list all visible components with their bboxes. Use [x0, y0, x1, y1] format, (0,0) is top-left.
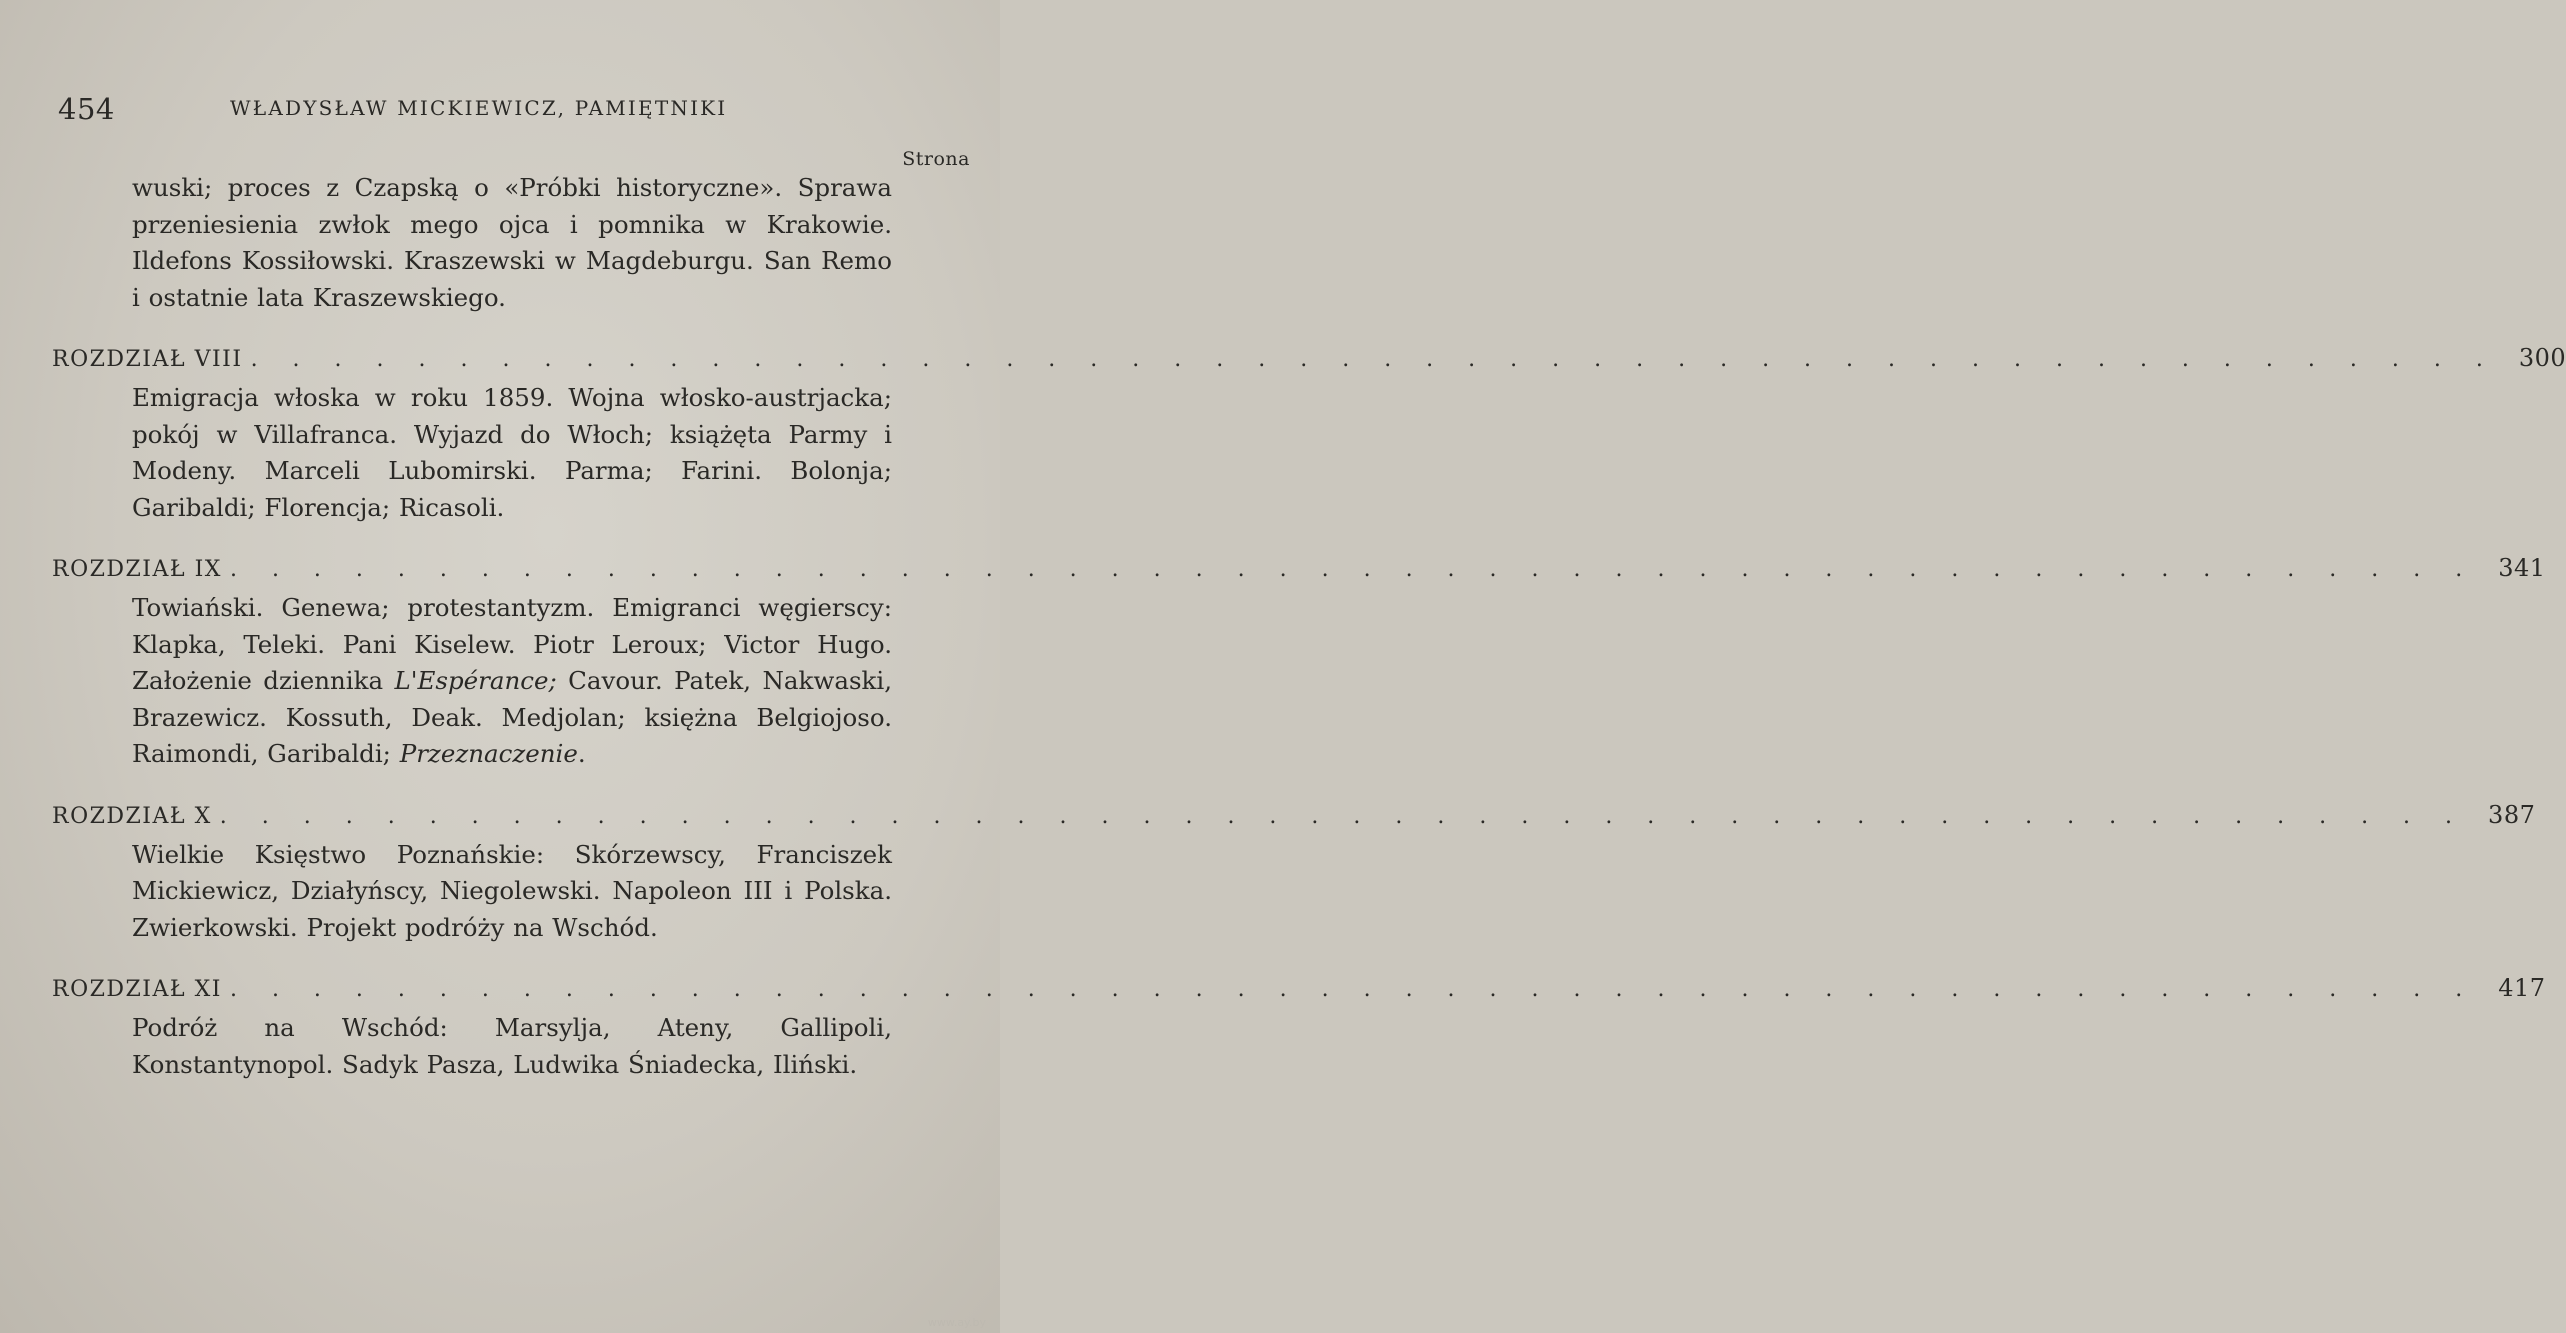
dot-leader: . . . . . . . . . . . . . . . . . . . . . . . . . . . . . . . . . . . . . . . . . . . . . . . . . . . . . . — [219, 803, 2467, 829]
description-text: Cavour. Patek, Nakwaski, Brazewicz. Kossuth, Deak. Medjolan; księżna Belgiojoso. Raimondi, Garibaldi; — [132, 666, 892, 768]
description-text: Towiański. Genewa; protestantyzm. Emigranci węgierscy: Klapka, Teleki. Pani Kiselew. Piotr Leroux; Victor Hugo. Założenie dziennika — [132, 593, 892, 695]
page-header — [58, 92, 958, 132]
chapter-heading — [52, 974, 2546, 1010]
italic-newspaper-title: L'Espérance; — [394, 666, 557, 695]
chapter-title: ROZDZIAŁ IX — [52, 557, 222, 582]
continued-chapter-description: wuski; proces z Czapską o «Próbki historyczne». Sprawa przeniesienia zwłok mego ojca i pomnika w Krakowie. Ildefons Kossiłowski. Kraszewski w Magdeburgu. San Remo i ostatnie lata Kraszewskiego. — [132, 173, 892, 312]
site-watermark: www.ay.by — [927, 1316, 986, 1329]
page-column-label: Strona — [902, 148, 970, 170]
chapter-page-number: 300 — [2518, 344, 2566, 372]
dot-leader: . . . . . . . . . . . . . . . . . . . . . . . . . . . . . . . . . . . . . . . . . . . . . . . . . . . . . . — [229, 977, 2477, 1002]
dot-leader: . . . . . . . . . . . . . . . . . . . . . . . . . . . . . . . . . . . . . . . . . . . . . . . . . . . . . . — [250, 347, 2497, 372]
chapter-entry-x — [52, 800, 2536, 947]
chapter-description: Wielkie Księstwo Poznańskie: Skórzewscy, Franciszek Mickiewicz, Działyńscy, Niegolewski. Napoleon III i Polska. Zwierkowski. Projekt podróży na Wschód. — [132, 839, 892, 942]
chapter-entry-xi — [52, 974, 2546, 1083]
chapter-entry-ix — [52, 554, 2546, 773]
page-number: 454 — [58, 92, 115, 126]
chapter-entry-viii — [52, 344, 2566, 526]
chapter-title: ROZDZIAŁ X — [52, 803, 212, 829]
running-title: WŁADYSŁAW MICKIEWICZ, PAMIĘTNIKI — [230, 96, 728, 120]
chapter-description: Podróż na Wschód: Marsylja, Ateny, Gallipoli, Konstantynopol. Sadyk Pasza, Ludwika Śniadecka, Iliński. — [132, 1013, 892, 1079]
italic-work-title: Przeznaczenie — [399, 739, 578, 768]
table-of-contents — [52, 170, 2566, 1083]
chapter-title: ROZDZIAŁ VIII — [52, 347, 243, 372]
chapter-page-number: 341 — [2498, 554, 2546, 582]
chapter-description — [132, 590, 892, 773]
description-text: . — [577, 739, 586, 768]
chapter-heading — [52, 800, 2536, 837]
chapter-title: ROZDZIAŁ XI — [52, 977, 222, 1002]
chapter-page-number: 417 — [2498, 974, 2546, 1002]
chapter-heading — [52, 554, 2546, 590]
dot-leader: . . . . . . . . . . . . . . . . . . . . . . . . . . . . . . . . . . . . . . . . . . . . . . . . . . . . . . — [229, 557, 2477, 582]
chapter-page-number: 387 — [2488, 800, 2536, 829]
chapter-heading — [52, 344, 2566, 380]
chapter-description: Emigracja włoska w roku 1859. Wojna włosko-austrjacka; pokój w Villafranca. Wyjazd do Włoch; książęta Parmy i Modeny. Marceli Lubomirski. Parma; Farini. Bolonja; Garibaldi; Florencja; Ricasoli. — [132, 383, 892, 522]
